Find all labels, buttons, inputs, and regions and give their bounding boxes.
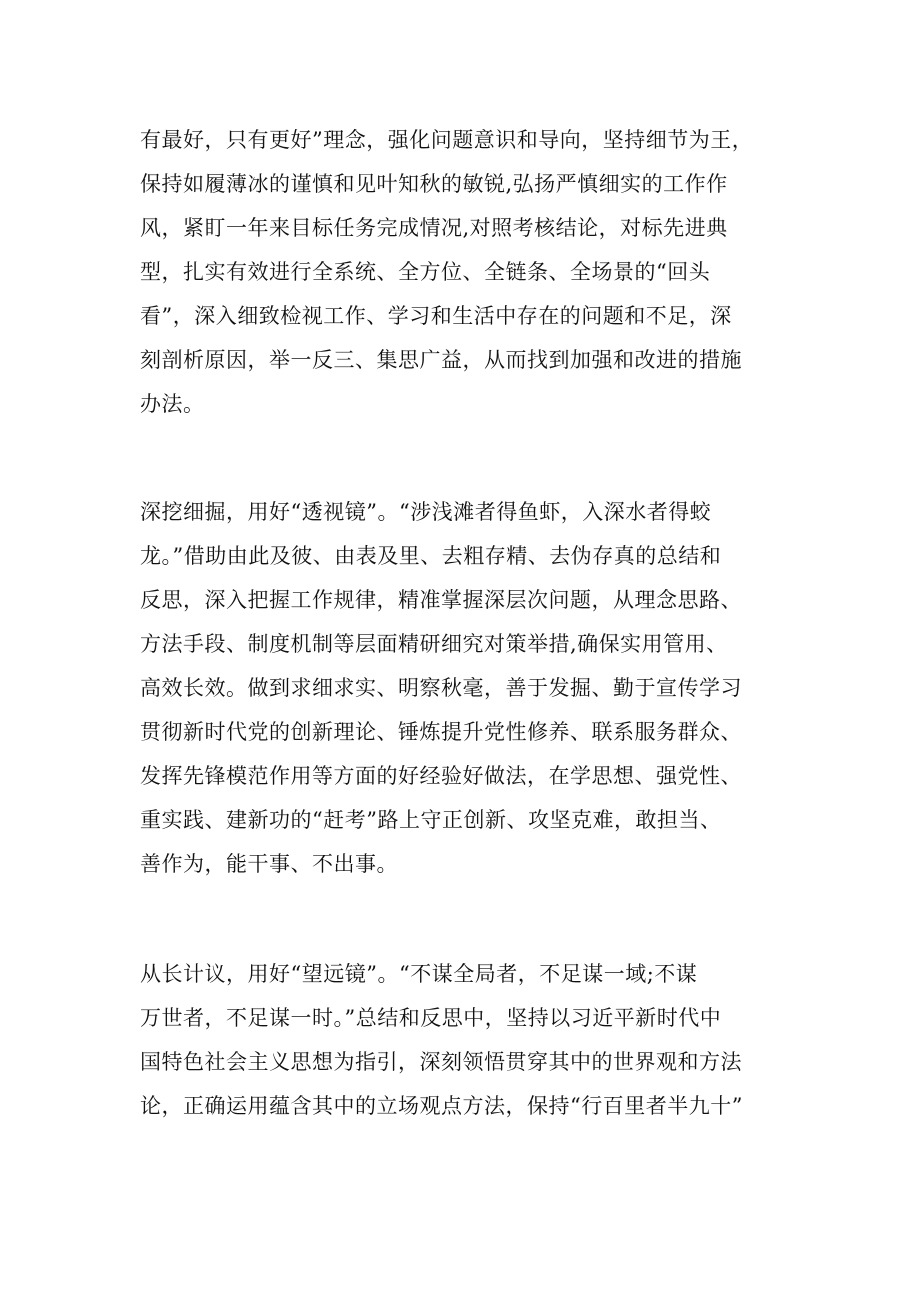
text-line: 方法手段、制度机制等层面精研细究对策举措,确保实用管用、 [140, 632, 728, 656]
text-line: 从长计议，用好“望远镜”。“不谋全局者，不足谋一域;不谋 [140, 962, 698, 986]
text-line: 贯彻新时代党的创新理论、锤炼提升党性修养、联系服务群众、 [140, 720, 742, 744]
text-line: 龙。”借助由此及彼、由表及里、去粗存精、去伪存真的总结和 [140, 544, 722, 568]
text-line: 风，紧盯一年来目标任务完成情况,对照考核结论，对标先进典 [140, 216, 728, 240]
text-line: 万世者，不足谋一时。”总结和反思中，坚持以习近平新时代中 [140, 1006, 722, 1030]
paragraph-3 [140, 952, 800, 1128]
text-line: 反思，深入把握工作规律，精准掌握深层次问题，从理念思路、 [140, 588, 742, 612]
paragraph-1 [140, 118, 800, 426]
text-line: 办法。 [140, 392, 205, 416]
text-line: 刻剖析原因，举一反三、集思广益，从而找到加强和改进的措施 [140, 348, 742, 372]
paragraph-2 [140, 490, 800, 886]
text-line: 深挖细掘，用好“透视镜”。“涉浅滩者得鱼虾，入深水者得蛟 [140, 500, 712, 524]
text-line: 看”，深入细致检视工作、学习和生活中存在的问题和不足，深 [140, 304, 732, 328]
text-line: 保持如履薄冰的谨慎和见叶知秋的敏锐,弘扬严慎细实的工作作 [140, 172, 728, 196]
text-line: 重实践、建新功的“赶考”路上守正创新、攻坚克难，敢担当、 [140, 808, 722, 832]
text-line: 发挥先锋模范作用等方面的好经验好做法，在学思想、强党性、 [140, 764, 742, 788]
text-line: 型，扎实有效进行全系统、全方位、全链条、全场景的“回头 [140, 260, 711, 284]
text-line: 国特色社会主义思想为指引，深刻领悟贯穿其中的世界观和方法 [140, 1050, 742, 1074]
text-line: 有最好，只有更好”理念，强化问题意识和导向，坚持细节为王， [140, 128, 754, 152]
text-line: 善作为，能干事、不出事。 [140, 852, 398, 876]
text-line: 高效长效。做到求细求实、明察秋毫，善于发掘、勤于宣传学习 [140, 676, 742, 700]
text-line: 论，正确运用蕴含其中的立场观点方法，保持“行百里者半九十” [140, 1094, 743, 1118]
